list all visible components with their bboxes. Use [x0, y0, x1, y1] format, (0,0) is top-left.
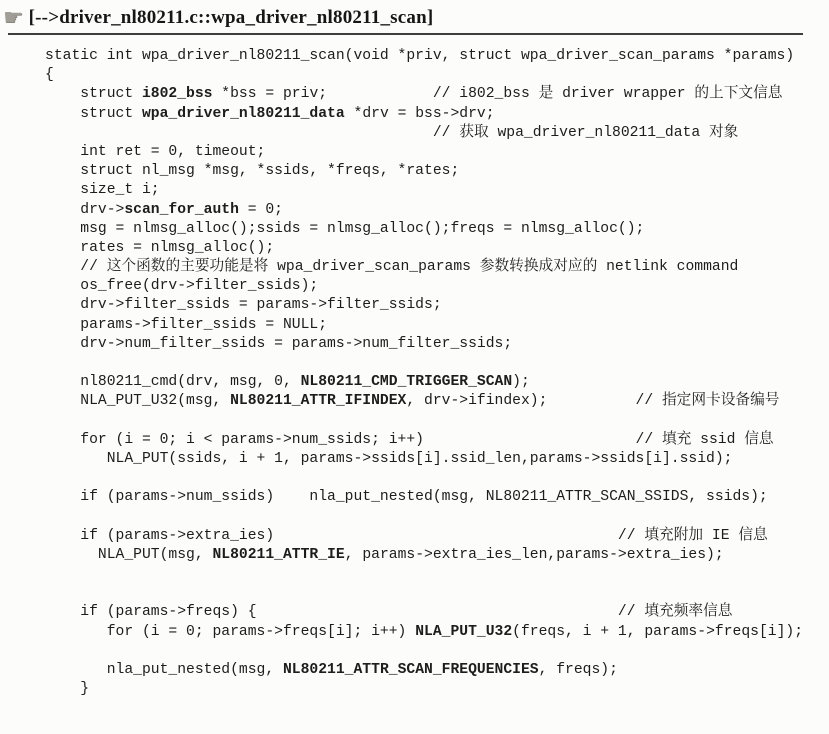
code-text: drv->num_filter_ssids = params->num_filter_ssids;: [45, 335, 513, 352]
code-text: if (params->extra_ies): [45, 527, 618, 544]
code-text: *drv = bss->drv;: [344, 105, 495, 122]
code-line: [45, 431, 829, 450]
code-text: static int wpa_driver_nl80211_scan(void *priv, struct wpa_driver_scan_params *params): [45, 48, 795, 64]
code-text: os_free(drv->filter_ssids);: [45, 278, 319, 295]
code-line: [45, 143, 829, 162]
code-line: [45, 680, 829, 699]
code-line: [45, 392, 829, 411]
code-line: [45, 373, 829, 392]
code-line: [45, 603, 829, 622]
code-comment: // 这个函数的主要功能是将 wpa_driver_scan_params 参数转换成对应的 netlink command: [80, 259, 739, 276]
code-bold-token: scan_for_auth: [124, 201, 239, 218]
code-text: drv->filter_ssids = params->filter_ssids;: [45, 297, 442, 314]
code-text: for (i = 0; i < params->num_ssids; i++): [45, 431, 636, 448]
code-text: int ret = 0, timeout;: [45, 143, 266, 160]
code-comment: // 填充附加 IE 信息: [617, 527, 768, 544]
code-line: [45, 527, 829, 546]
code-text: = 0;: [238, 201, 283, 218]
code-bold-token: NLA_PUT_U32: [415, 623, 513, 640]
code-line: [45, 201, 829, 220]
code-bold-token: NL80211_ATTR_IFINDEX: [230, 393, 407, 410]
code-text: nl80211_cmd(drv, msg, 0,: [45, 374, 301, 391]
code-text: params->filter_ssids = NULL;: [45, 316, 328, 333]
code-text: (freqs, i + 1, params->freqs[i]);: [512, 623, 804, 640]
code-bold-token: i802_bss: [141, 86, 213, 103]
code-text: if (params->freqs) {: [45, 604, 618, 621]
code-line: [45, 623, 829, 642]
code-text: msg = nlmsg_alloc();ssids = nlmsg_alloc();freqs = nlmsg_alloc();: [45, 220, 645, 237]
code-line: [45, 105, 829, 124]
code-line: [45, 66, 829, 85]
code-text: {: [45, 67, 54, 84]
code-comment: // i802_bss 是 driver wrapper 的上下文信息: [432, 86, 783, 103]
code-bold-token: NL80211_ATTR_SCAN_FREQUENCIES: [282, 662, 539, 678]
code-text: [45, 125, 433, 141]
code-text: NLA_PUT_U32(msg,: [45, 393, 231, 410]
code-line: [45, 546, 829, 565]
code-comment: // 填充频率信息: [617, 604, 733, 621]
code-line: [45, 277, 829, 296]
code-text: drv->: [45, 201, 125, 218]
code-bold-token: NL80211_ATTR_IE: [212, 546, 345, 563]
code-text: [45, 259, 80, 275]
code-text: );: [512, 374, 530, 391]
code-line: [45, 220, 829, 239]
code-line: [45, 450, 829, 469]
code-line: [45, 508, 829, 527]
code-text: size_t i;: [45, 182, 160, 199]
pointing-hand-icon: ☛: [3, 4, 24, 31]
code-block: [0, 35, 829, 699]
code-text: for (i = 0; params->freqs[i]; i++): [45, 623, 416, 640]
code-line: [45, 642, 829, 661]
code-line: [45, 488, 829, 507]
code-line: [45, 85, 829, 104]
code-line: [45, 258, 829, 277]
code-text: , freqs);: [538, 662, 618, 678]
code-comment: // 获取 wpa_driver_nl80211_data 对象: [432, 124, 739, 141]
code-line: [45, 661, 829, 680]
code-line: [45, 335, 829, 354]
code-line: [45, 584, 829, 603]
code-text: rates = nlmsg_alloc();: [45, 239, 275, 256]
code-line: [45, 47, 829, 66]
code-line: [45, 181, 829, 200]
code-line: [45, 316, 829, 335]
code-text: *bss = priv;: [212, 86, 433, 103]
code-text: struct nl_msg *msg, *ssids, *freqs, *rates;: [45, 163, 460, 180]
code-line: [45, 239, 829, 258]
code-text: if (params->num_ssids) nla_put_nested(msg, NL80211_ATTR_SCAN_SSIDS, ssids);: [45, 489, 768, 506]
code-text: NLA_PUT(msg,: [45, 546, 213, 563]
code-bold-token: NL80211_CMD_TRIGGER_SCAN: [300, 374, 513, 391]
code-text: }: [45, 681, 90, 698]
code-line: [45, 296, 829, 315]
code-line: [45, 565, 829, 584]
code-bold-token: wpa_driver_nl80211_data: [141, 105, 345, 122]
code-line: [45, 412, 829, 431]
code-comment: // 填充 ssid 信息: [635, 431, 774, 448]
code-text: , params->extra_ies_len,params->extra_ies);: [344, 546, 724, 563]
code-listing-title: [-->driver_nl80211.c::wpa_driver_nl80211_scan]: [28, 7, 434, 28]
code-listing-header: [0, 0, 829, 32]
code-line: [45, 354, 829, 373]
code-text: nla_put_nested(msg,: [45, 662, 283, 678]
code-line: [45, 162, 829, 181]
code-comment: // 指定网卡设备编号: [635, 393, 780, 410]
code-text: struct: [45, 105, 142, 122]
code-line: [45, 469, 829, 488]
code-text: NLA_PUT(ssids, i + 1, params->ssids[i].ssid_len,params->ssids[i].ssid);: [45, 450, 733, 467]
code-text: struct: [45, 86, 142, 103]
code-line: [45, 124, 829, 143]
code-text: , drv->ifindex);: [406, 393, 636, 410]
